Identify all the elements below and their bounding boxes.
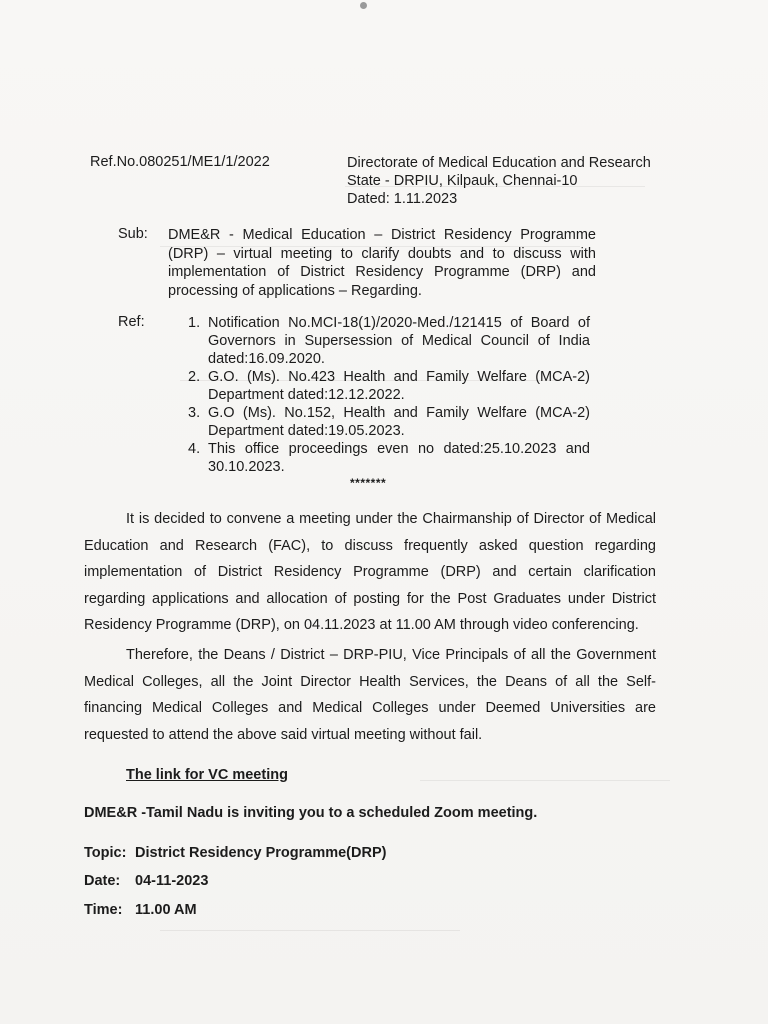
date-value: 04-11-2023 [135,873,209,889]
office-address [347,154,651,208]
meeting-topic [84,845,386,861]
bleed-through-line [160,930,460,931]
reference-item [188,314,590,368]
reference-item [188,368,590,404]
meeting-date [84,873,208,889]
vc-link-heading: The link for VC meeting [126,767,288,783]
meeting-time [84,902,197,918]
office-location: State - DRPIU, Kilpauk, Chennai-10 [347,173,578,189]
subject-text: DME&R - Medical Education – District Residency Programme (DRP) – virtual meeting to clarify doubts and to discuss with implementation of District Residency Programme (DRP) and processing of applications – Regarding. [168,227,596,299]
letter-date: Dated: 1.11.2023 [347,191,458,207]
reference-item [188,404,590,440]
reference-text: This office proceedings even no dated:25.10.2023 and 30.10.2023. [208,441,590,475]
reference-text: G.O (Ms). No.152, Health and Family Welfare (MCA-2) Department dated:19.05.2023. [208,405,590,439]
topic-label: Topic: [84,845,127,861]
references-label: Ref: [118,314,145,330]
reference-number-1: 1. [188,315,201,331]
date-label: Date: [84,873,121,889]
reference-number-2: 2. [188,369,201,385]
body-paragraph-2: Therefore, the Deans / District – DRP-PIU, Vice Principals of all the Government Medical Colleges, all the Joint Director Health Services, the Deans of all the Self-financing Medical Colleges and Medical Colleges under Deemed Universities are requested to attend the above said virtual meeting without fail. [84,647,656,743]
time-label: Time: [84,902,123,918]
paper-speck [360,2,367,9]
time-value: 11.00 AM [135,902,197,918]
bleed-through-line [420,780,670,781]
reference-number-4: 4. [188,441,201,457]
office-name: Directorate of Medical Education and Research [347,155,651,171]
subject-label: Sub: [118,226,148,242]
zoom-invitation: DME&R -Tamil Nadu is inviting you to a scheduled Zoom meeting. [84,805,538,821]
topic-value: District Residency Programme(DRP) [135,845,387,861]
reference-number: Ref.No.080251/ME1/1/2022 [90,154,270,170]
section-separator: ******* [350,476,387,490]
reference-text: G.O. (Ms). No.423 Health and Family Welfare (MCA-2) Department dated:12.12.2022. [208,369,590,403]
body-paragraph-1: It is decided to convene a meeting under the Chairmanship of Director of Medical Education and Research (FAC), to discuss frequently asked question regarding implementation of District Residency Programme (DRP) and certain clarification regarding applications and allocation of posting for the Post Graduates under District Residency Programme (DRP), on 04.11.2023 at 11.00 AM through video conferencing. [84,511,656,633]
reference-text: Notification No.MCI-18(1)/2020-Med./121415 of Board of Governors in Supersession of Medical Council of India dated:16.09.2020. [208,315,590,367]
reference-item [188,440,590,476]
reference-number-3: 3. [188,405,201,421]
references-list [188,314,590,476]
